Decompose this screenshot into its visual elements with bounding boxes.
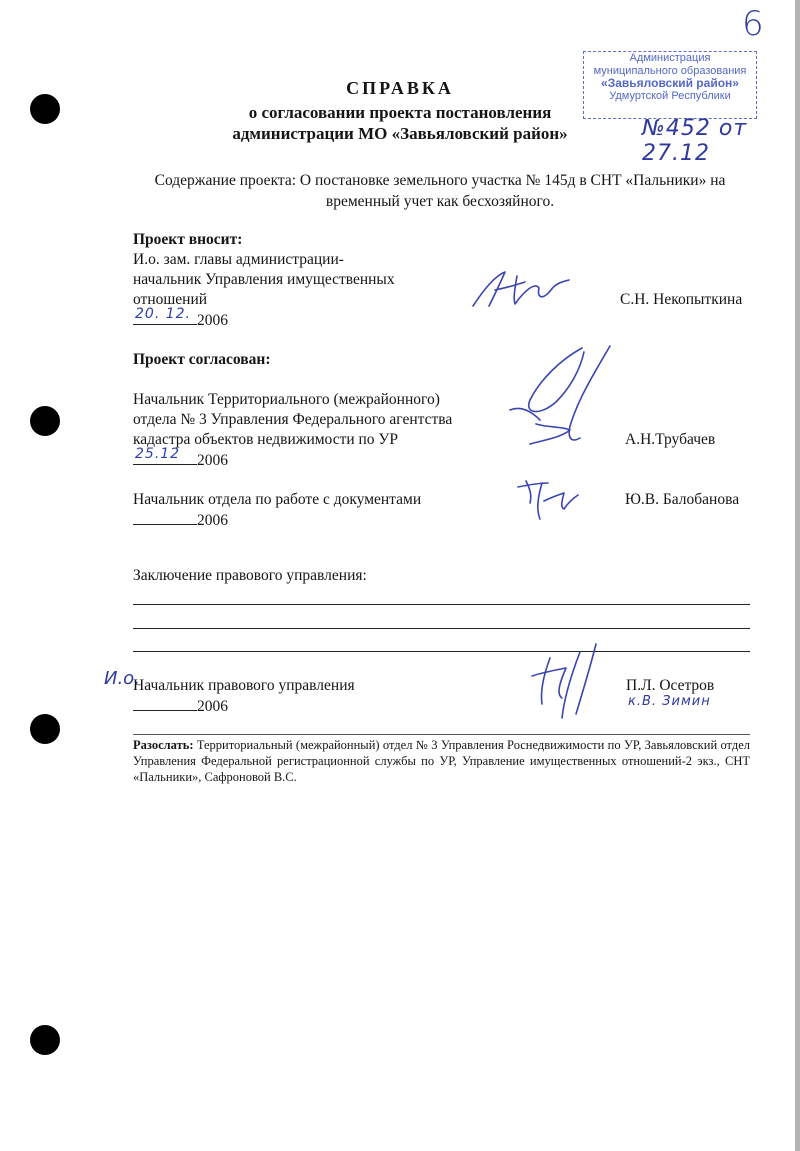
page-edge [795, 0, 800, 1151]
document-subtitle: администрации МО «Завьяловский район» [232, 124, 568, 143]
date-year: 2006 [197, 452, 228, 469]
submitter-position: И.о. зам. главы администрации- [133, 251, 344, 268]
submitted-heading: Проект вносит: [133, 231, 243, 248]
document-title: СПРАВКА [346, 78, 454, 98]
content-line: временный учет как бесхозяйного. [325, 193, 555, 210]
page-number: 6 [742, 4, 764, 44]
signature-legal [510, 638, 620, 723]
submitter-name: С.Н. Некопыткина [620, 291, 743, 308]
distribution-list [133, 734, 750, 785]
approver-position: Начальник отдела по работе с документами [133, 491, 422, 508]
project-content [120, 170, 760, 212]
acting-name-handwritten: к.В. Зимин [628, 694, 711, 709]
registration-note: №452 от 27.12 [642, 116, 748, 166]
legal-head-position: Начальник правового управления [133, 677, 355, 694]
content-line: Содержание проекта: О постановке земельного участка № 145д в СНТ «Пальники» на [154, 172, 726, 189]
distribution-text: Территориальный (межрайонный) отдел № 3 Управления Роснедвижимости по УР, Завьяловский отдел Управления Федеральной регистрационной службы по УР, Управление имущественных отношений-2 экз., СНТ «Пальники», Сафроновой В.С. [133, 738, 750, 784]
distribution-label: Разослать: [133, 738, 194, 752]
submitter-position: отношений [133, 291, 208, 308]
conclusion-line [133, 651, 750, 652]
document-subtitle: о согласовании проекта постановления [248, 103, 552, 122]
binder-hole [30, 406, 60, 436]
stamp-line: «Завьяловский район» [601, 76, 739, 90]
conclusion-line [133, 604, 750, 605]
legal-date [133, 696, 228, 717]
stamp-line: Удмуртской Республики [609, 89, 731, 102]
approver-position: Начальник Территориального (межрайонного) [133, 391, 440, 408]
agreed-heading: Проект согласован: [133, 351, 271, 368]
acting-mark: И.о. [104, 668, 140, 689]
binder-hole [30, 714, 60, 744]
conclusion-line [133, 628, 750, 629]
signature-trubachev [500, 340, 630, 470]
signature-nekopytkina [465, 268, 575, 313]
stamp-line: муниципального образования [593, 64, 747, 77]
binder-hole [30, 1025, 60, 1055]
approver-position: отдела № 3 Управления Федерального агентства [133, 411, 453, 428]
signature-balobanova [512, 475, 582, 525]
conclusion-label: Заключение правового управления: [133, 567, 367, 584]
approver-name: Ю.В. Балобанова [625, 491, 740, 508]
approver-date [133, 446, 228, 471]
stamp-line: Администрация [629, 52, 711, 64]
handwritten-date: 25.12 [135, 446, 181, 462]
legal-head-name: П.Л. Осетров [626, 677, 715, 694]
approver-position: кадастра объектов недвижимости по УР [133, 431, 399, 448]
submitter-position: начальник Управления имущественных [133, 271, 395, 288]
approver-date [133, 510, 228, 531]
approver-name: А.Н.Трубачев [625, 431, 716, 448]
handwritten-date: 20. 12. [135, 306, 191, 322]
submitter-date [133, 306, 228, 331]
date-year: 2006 [197, 312, 228, 329]
date-year: 2006 [197, 698, 228, 715]
date-year: 2006 [197, 512, 228, 529]
